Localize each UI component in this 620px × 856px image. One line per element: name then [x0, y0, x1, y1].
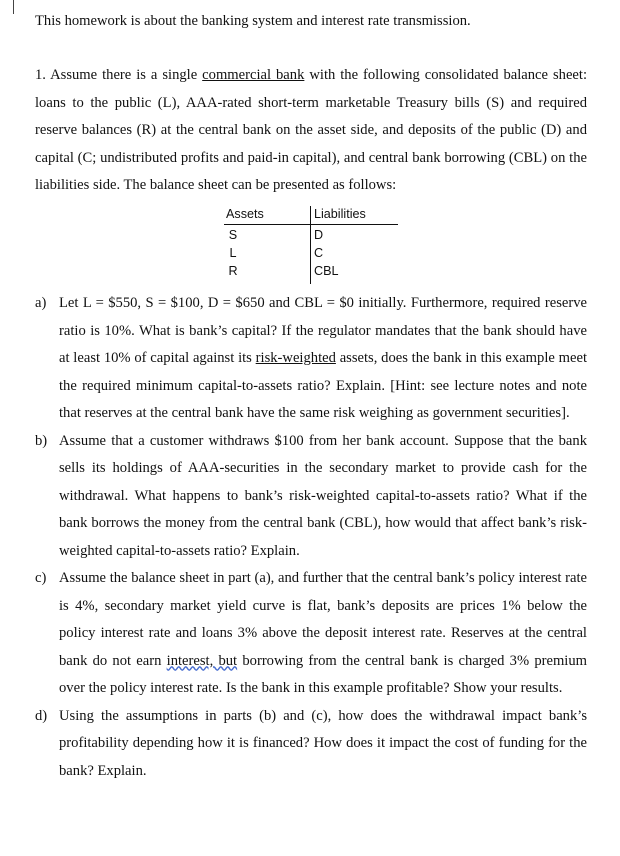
part-c [35, 565, 587, 703]
part-a-text [59, 290, 587, 428]
liability-item: CBL [314, 264, 339, 278]
balance-sheet-t-account [224, 206, 398, 284]
text-cursor [13, 0, 14, 14]
commercial-bank-link[interactable]: commercial bank [202, 67, 305, 83]
part-a [35, 290, 587, 428]
liabilities-header: Liabilities [314, 207, 366, 221]
question-1-paragraph [35, 62, 587, 200]
asset-item: S [228, 228, 238, 242]
liabilities-column [314, 226, 339, 280]
question-1-text-end: with the following consolidated balance sheet: loans to the public (L), AAA-rated short-term marketable Treasury bills (S) and required reserve balances (R) at the central bank on the asset side, and deposits of the public (D) and capital (C; undistributed profits and paid-in capital), and central bank borrowing (CBL) on the liabilities side. The balance sheet can be presented as follows: [35, 67, 588, 193]
asset-item: L [229, 246, 237, 260]
part-b [35, 428, 587, 566]
asset-item: R [228, 264, 238, 278]
part-b-text: Assume that a customer withdraws $100 from her bank account. Suppose that the bank sells its holdings of AAA-securities in the secondary market to provide cash for the withdrawal. What happens to bank’s risk-weighted capital-to-assets ratio? What if the bank borrows the money from the central bank (CBL), how would that affect bank’s risk-weighted capital-to-assets ratio? Explain. [59, 432, 587, 559]
part-a-marker: a) [35, 295, 47, 311]
part-a-text-end: assets, does the bank in this example meet the required minimum capital-to-assets ratio? Explain. [Hint: see lecture notes and note that reserves at the central bank have the same risk weighing as government securities]. [59, 350, 587, 421]
t-account-horizontal-rule [224, 224, 398, 225]
part-d-marker: d) [35, 707, 48, 724]
liability-item: D [314, 228, 324, 242]
part-c-text-end: borrowing from the central bank is charged 3% premium over the policy interest rate. Is the bank in this example profitable? Show your results. [59, 652, 588, 696]
part-c-text [59, 565, 587, 703]
question-1-text-start: Assume there is a single [50, 67, 198, 83]
assets-column [226, 226, 240, 280]
question-number: 1. [35, 67, 46, 83]
part-c-marker: c) [35, 570, 47, 586]
liability-item: C [314, 246, 324, 260]
risk-weighted-underlined: risk-weighted [255, 350, 336, 366]
part-d-text: Using the assumptions in parts (b) and (c), how does the withdrawal impact bank’s profitability depending how it is financed? How does it impact the cost of funding for the bank? Explain. [59, 707, 587, 779]
assets-header: Assets [226, 207, 264, 221]
part-a-text-start: Let L = $550, S = $100, D = $650 and CBL = $0 initially. Furthermore, required reserve ratio is 10%. What is bank’s capital? If the regulator mandates that the bank should have at least 10% of capital against its [59, 295, 587, 366]
part-c-text-start: Assume the balance sheet in part (a), and further that the central bank’s policy interest rate is 4%, secondary market yield curve is flat, bank’s deposits are prices 1% below the policy interest rate and loans 3% above the deposit interest rate. Reserves at the central bank do not earn [59, 570, 587, 669]
part-d [35, 703, 587, 786]
sub-questions-list [35, 290, 587, 785]
grammar-flagged-text[interactable]: interest, but [166, 652, 238, 669]
part-b-marker: b) [35, 432, 48, 449]
t-account-vertical-rule [310, 206, 311, 284]
intro-paragraph: This homework is about the banking system and interest rate transmission. [35, 13, 471, 29]
